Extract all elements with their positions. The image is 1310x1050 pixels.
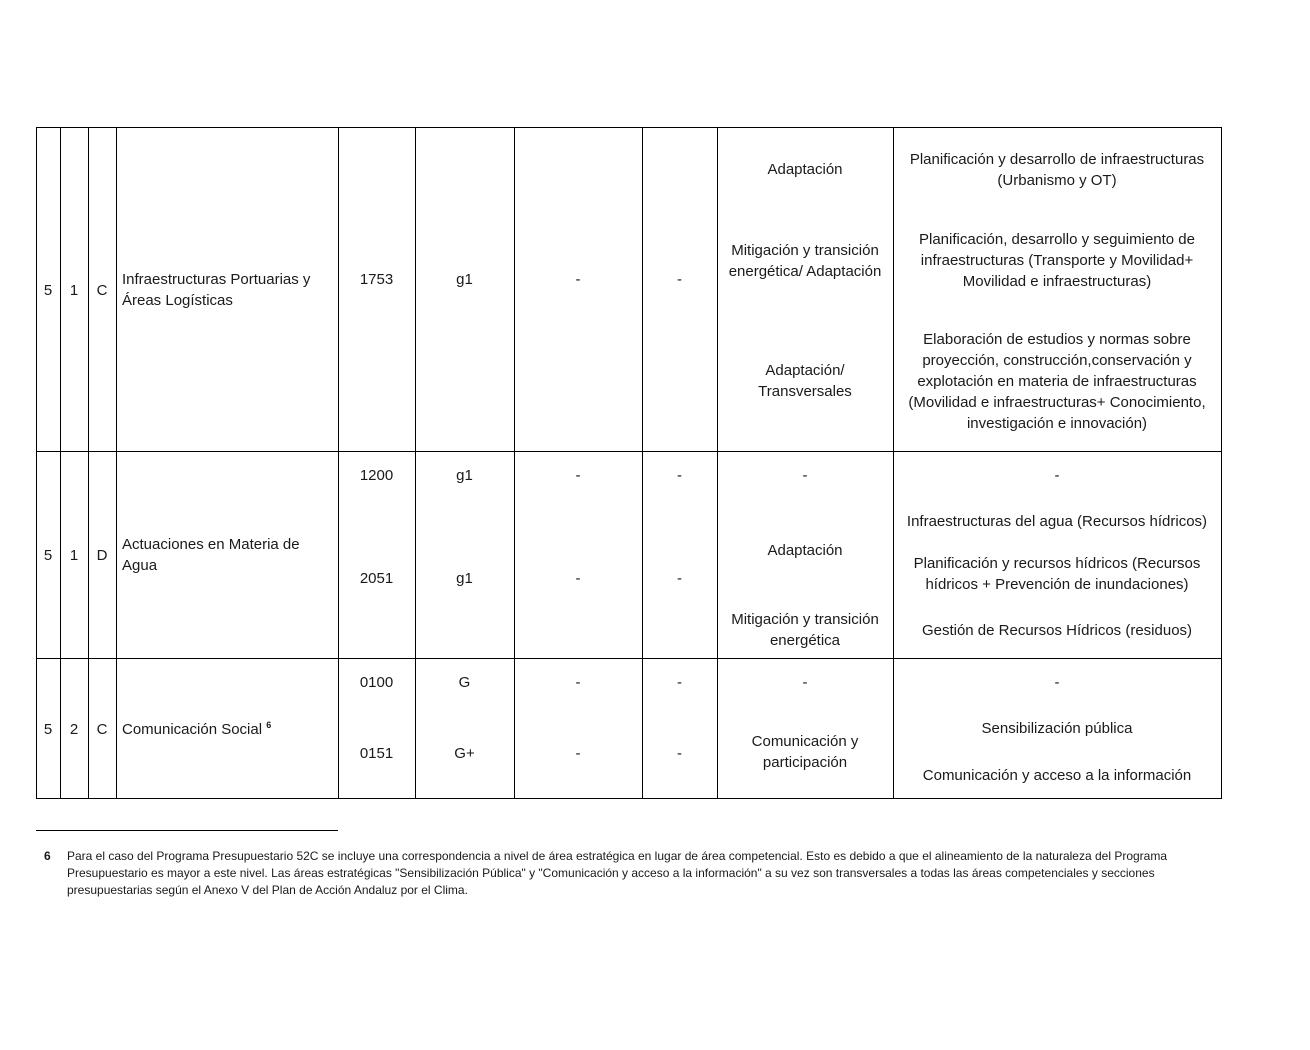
cell-service: 1	[69, 547, 79, 564]
table-border-right	[1221, 127, 1222, 799]
cell-description: Planificación y recursos hídricos (Recursos hídricos + Prevención de inundaciones)	[913, 555, 1201, 593]
col-divider	[893, 127, 894, 799]
cell-description: Comunicación y acceso a la información	[922, 767, 1192, 784]
cell-description: Planificación y desarrollo de infraestructuras (Urbanismo y OT)	[909, 151, 1205, 189]
cell-area: Adaptación	[767, 161, 843, 178]
cell-dash: -	[677, 674, 682, 691]
cell-code: 1753	[359, 271, 394, 288]
cell-letter: C	[96, 721, 108, 738]
cell-area: Mitigación y transición energética/ Adaptación	[728, 242, 882, 280]
cell-section: 5	[43, 547, 53, 564]
cell-description: Elaboración de estudios y normas sobre proyección, construcción,conservación y explotación en materia de infraestructuras (Movilidad e infraestructuras+ Conocimiento, investigación e innovación)	[908, 331, 1206, 432]
cell-letter: D	[96, 547, 108, 564]
cell-area: Adaptación/ Transversales	[758, 362, 852, 400]
cell-section: 5	[43, 282, 53, 299]
cell-description: -	[1054, 674, 1060, 691]
cell-description: Planificación, desarrollo y seguimiento de infraestructuras (Transporte y Movilidad+ Movilidad e infraestructuras)	[919, 231, 1195, 290]
cell-code: 0151	[359, 745, 394, 762]
cell-program-name	[122, 719, 332, 740]
cell-dash: -	[575, 745, 581, 762]
cell-dash: -	[575, 467, 581, 484]
footnote-separator	[36, 830, 338, 831]
cell-area: -	[802, 674, 808, 691]
col-divider	[36, 127, 37, 799]
col-divider	[514, 127, 515, 799]
footnote-text: Para el caso del Programa Presupuestario 52C se incluye una correspondencia a nivel de área estratégica en lugar de área competencial. Esto es debido a que el alineamiento de la naturaleza del Programa Presupuestario es mayor a este nivel. Las áreas estratégicas "Sensibilización Pública" y "Comunicación y acceso a la información" a su vez son transversales a todas las áreas competenciales y secciones presupuestarias según el Anexo V del Plan de Acción Andaluz por el Clima.	[67, 849, 1168, 897]
cell-area: Comunicación y participación	[751, 733, 859, 771]
program-name-text: Comunicación Social	[122, 721, 263, 738]
col-divider	[88, 127, 89, 799]
cell-description: Gestión de Recursos Hídricos (residuos)	[921, 622, 1193, 639]
footnote-number: 6	[44, 849, 51, 863]
cell-area: Mitigación y transición energética	[731, 611, 879, 649]
table-border-top	[36, 127, 1222, 128]
row-divider	[36, 658, 1222, 659]
cell-code: 0100	[359, 674, 394, 691]
cell-dash: -	[677, 467, 682, 484]
cell-service: 2	[69, 721, 79, 738]
cell-letter: C	[96, 282, 108, 299]
cell-dash: -	[677, 271, 682, 288]
cell-service: 1	[69, 282, 79, 299]
cell-area: Adaptación	[767, 542, 843, 559]
cell-description: -	[1054, 467, 1060, 484]
row-divider	[36, 451, 1222, 452]
table-border-bottom	[36, 798, 1222, 799]
cell-type: g1	[456, 570, 473, 587]
cell-type: G+	[454, 745, 475, 762]
col-divider	[338, 127, 339, 799]
cell-type: G	[458, 674, 471, 691]
cell-dash: -	[575, 674, 581, 691]
cell-code: 1200	[359, 467, 394, 484]
cell-dash: -	[575, 271, 581, 288]
cell-type: g1	[456, 271, 473, 288]
cell-dash: -	[677, 745, 682, 762]
cell-section: 5	[43, 721, 53, 738]
cell-area: -	[802, 467, 808, 484]
cell-type: g1	[456, 467, 473, 484]
cell-program-name: Infraestructuras Portuarias y Áreas Logísticas	[122, 271, 311, 309]
footnote-ref[interactable]: 6	[266, 720, 272, 730]
col-divider	[116, 127, 117, 799]
col-divider	[717, 127, 718, 799]
cell-description: Sensibilización pública	[981, 720, 1133, 737]
col-divider	[415, 127, 416, 799]
cell-program-name: Actuaciones en Materia de Agua	[122, 536, 300, 574]
cell-dash: -	[677, 570, 682, 587]
col-divider	[60, 127, 61, 799]
cell-description: Infraestructuras del agua (Recursos hídricos)	[906, 513, 1208, 530]
cell-dash: -	[575, 570, 581, 587]
col-divider	[642, 127, 643, 799]
cell-code: 2051	[359, 570, 394, 587]
